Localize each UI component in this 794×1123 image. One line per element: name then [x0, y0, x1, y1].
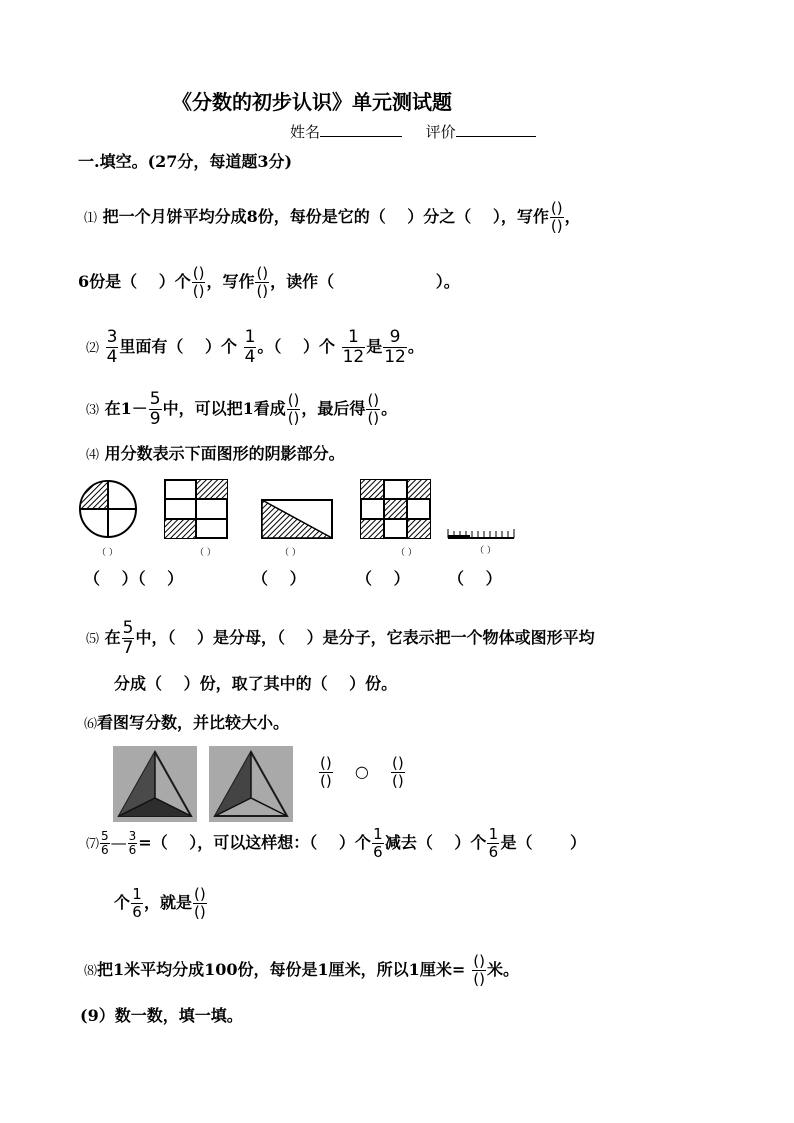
question-number: ⑶ [86, 403, 100, 418]
fraction-blank[interactable]: $\frac{()}{()}$ [256, 264, 269, 300]
fraction: $\frac{5}{7}$ [122, 618, 134, 658]
page-title: 《分数的初步认识》单元测试题 [172, 90, 452, 114]
question-6: ⑹看图写分数，并比较大小。 [84, 713, 290, 732]
question-5-line-2: 分成（ ）份，取了其中的（ ）份。 [114, 674, 398, 693]
question-number: ⑴ [84, 211, 98, 226]
figure-caption: （ ） [280, 548, 301, 558]
question-8: ⑻把1米平均分成100份，每份是1厘米，所以1厘米= $\frac{()}{()}$ 米。 [84, 952, 519, 988]
question-7-line-2: 个 $\frac{1}{6}$ ，就是 $\frac{()}{()}$ [114, 885, 206, 921]
compare-circle[interactable]: ○ [354, 762, 369, 781]
name-blank[interactable] [320, 136, 402, 137]
fraction: $\frac{3}{6}$ [128, 829, 137, 857]
figure-caption: （ ） [195, 548, 216, 558]
question-9: (9）数一数，填一填。 [80, 1006, 243, 1025]
answer-blank[interactable]: （ ） [448, 569, 502, 588]
question-number: ⑸ [86, 632, 100, 647]
fraction-blank[interactable]: $\frac{()}{()}$ [473, 952, 485, 988]
score-blank[interactable] [456, 136, 536, 137]
fraction: $\frac{1}{6}$ [488, 825, 499, 861]
fraction: $\frac{3}{4}$ [106, 327, 118, 367]
figure-caption: （ ） [396, 548, 417, 558]
question-number: ⑻ [84, 964, 98, 979]
name-line [290, 122, 536, 142]
question-number: ⑹ [84, 717, 98, 732]
fraction-blank[interactable]: $\frac{()}{()}$ [320, 754, 332, 790]
fraction-blank[interactable]: $\frac{()}{()}$ [287, 391, 300, 427]
fraction: $\frac{5}{6}$ [101, 829, 109, 857]
triangle-rectangle-figure [262, 500, 332, 538]
answer-blank[interactable]: （ ）（ ） [84, 569, 184, 588]
fraction-blank[interactable]: $\frac{()}{()}$ [367, 391, 380, 427]
question-5-line-1: ⑸ 在 $\frac{5}{7}$ 中，（ ）是分母，（ ）是分子，它表示把一个物体或图形平均 [86, 618, 595, 658]
section-heading: 一.填空。(27分，每道题3分) [78, 152, 293, 171]
triangle-picture-1 [113, 746, 197, 822]
question-7-line-1: ⑺ $\frac{5}{6}$ — $\frac{3}{6}$ =（ ），可以这样想：（ ）个 $\frac{1}{6}$ 减去（ ）个 $\frac{1}{6}$ 是（ ） [86, 825, 587, 861]
fraction-blank[interactable]: $\frac{()}{()}$ [194, 885, 206, 921]
question-3: ⑶ 在1－ $\frac{5}{9}$ 中，可以把1看成 $\frac{()}{()}$ ，最后得 $\frac{()}{()}$ 。 [86, 389, 398, 429]
fraction-blank[interactable]: $\frac{()}{()}$ [392, 754, 404, 790]
answer-blank[interactable]: （ ） [356, 569, 410, 588]
question-4: ⑷ 用分数表示下面图形的阴影部分。 [86, 444, 345, 463]
question-number: ⑺ [86, 837, 100, 852]
fraction: $\frac{1}{6}$ [373, 825, 383, 861]
fraction-blank[interactable]: $\frac{()}{()}$ [192, 264, 205, 300]
figure-caption: （ ） [475, 546, 496, 556]
fraction-blank[interactable]: $\frac{()}{()}$ [550, 199, 563, 235]
fraction: $\frac{9}{12}$ [384, 327, 406, 367]
fraction: $\frac{5}{9}$ [149, 389, 161, 429]
question-number: ⑵ [86, 341, 100, 356]
fraction: $\frac{1}{6}$ [132, 885, 142, 921]
grid-figure-2 [361, 480, 430, 538]
answer-blank[interactable]: （ ） [252, 569, 306, 588]
fraction: $\frac{1}{12}$ [342, 327, 365, 367]
question-1-line-1: ⑴ 把一个月饼平均分成8份，每份是它的（ ）分之（ ），写作 $\frac{()}{()}$ ， [84, 199, 581, 235]
compare-fractions [318, 755, 406, 790]
figure-caption: （ ） [97, 548, 118, 558]
question-1-line-2: 6份是（ ）个 $\frac{()}{()}$ ，写作 $\frac{()}{()}$ ，读作（ ）。 [78, 264, 460, 300]
shaded-figures [70, 474, 530, 554]
triangle-picture-2 [209, 746, 293, 822]
question-2: ⑵ $\frac{3}{4}$ 里面有（ ）个 $\frac{1}{4}$ 。（ ）个 $\frac{1}{12}$ 是 $\frac{9}{12}$ 。 [86, 327, 424, 367]
name-label: 姓名 [290, 123, 321, 141]
grid-figure-1 [165, 480, 227, 538]
fraction: $\frac{1}{4}$ [244, 327, 256, 367]
circle-figure [80, 481, 136, 537]
score-label: 评价 [425, 123, 456, 141]
ruler-figure [448, 529, 514, 538]
question-number: ⑷ [86, 448, 100, 463]
